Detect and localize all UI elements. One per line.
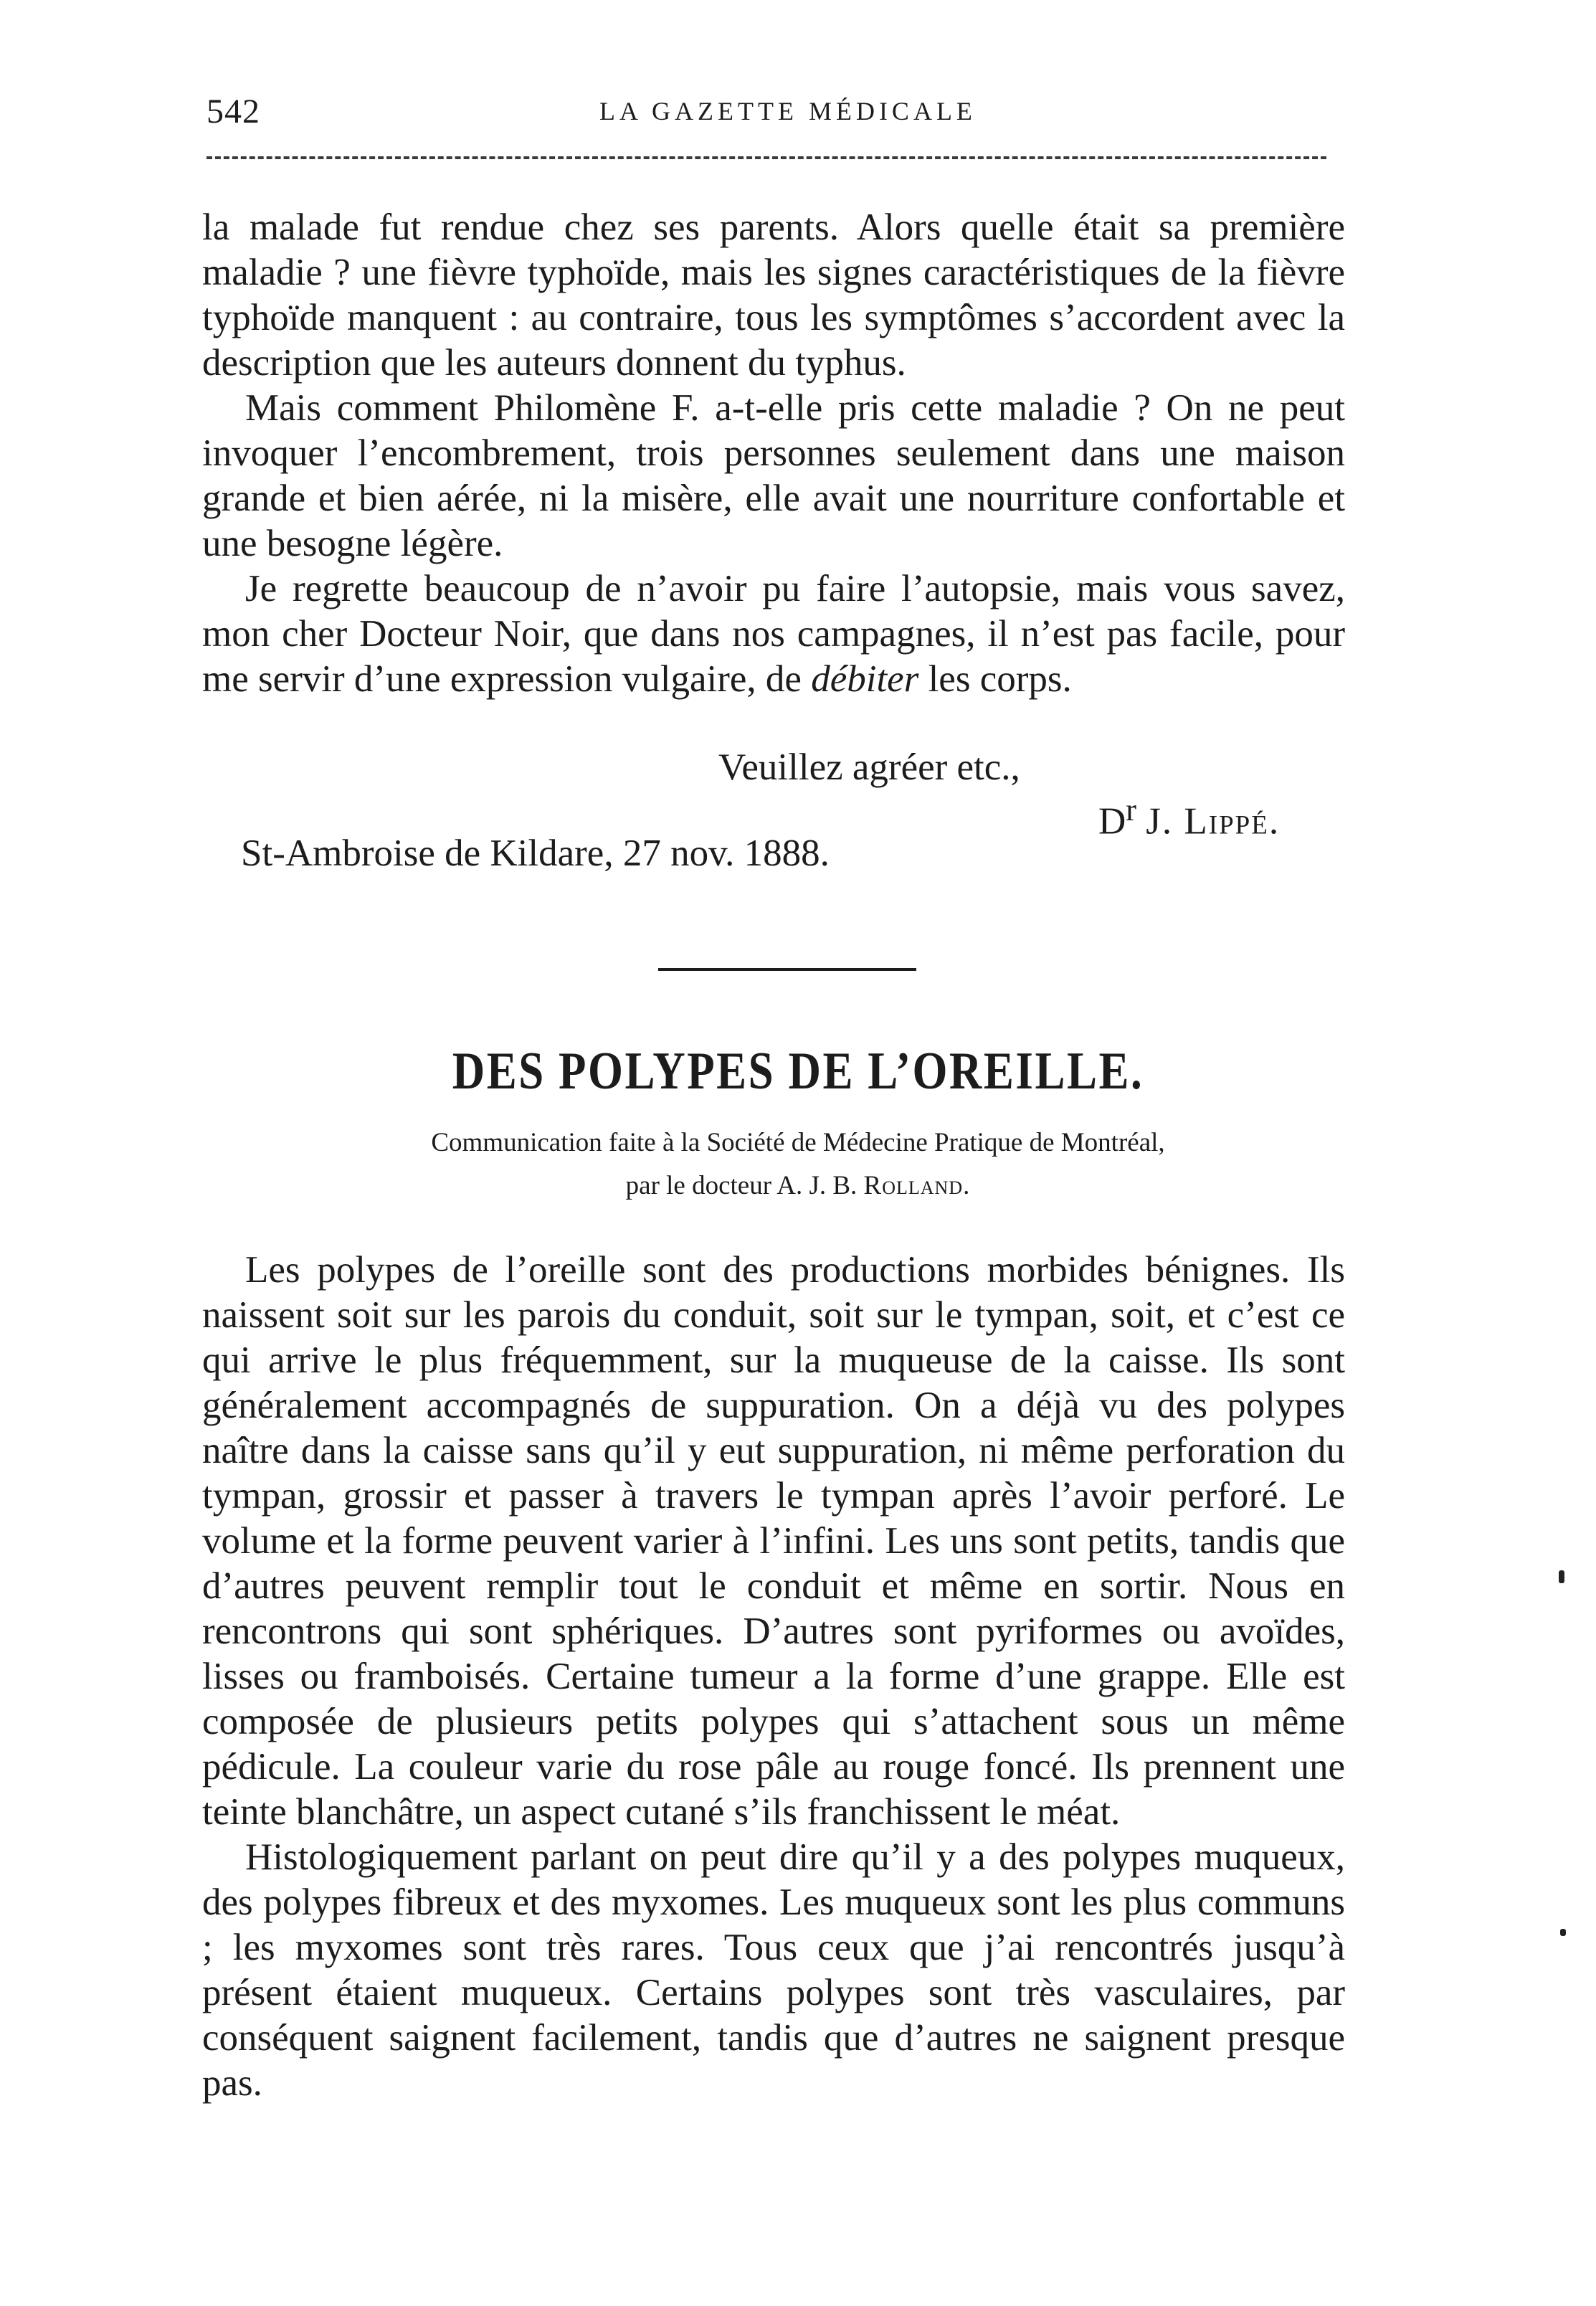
byline-author: Rolland. bbox=[863, 1171, 971, 1200]
article-paragraph: Histologiquement parlant on peut dire qu’il y a des polypes muqueux, des polypes fibreux et des myxomes. Les muqueux sont les plus communs ; les myxomes sont très rares. Tous ceux que j’ai rencontrés jusqu’à présent étaient muqueux. Certains polypes sont très vasculaires, par conséquent saignent facilement, tandis que d’autres ne saignent presque pas. bbox=[202, 1836, 1345, 2104]
letter-place-date: St-Ambroise de Kildare, 27 nov. 1888. bbox=[241, 832, 830, 874]
article-paragraph: Les polypes de l’oreille sont des productions morbides bénignes. Ils naissent soit sur les parois du conduit, soit sur le tympan, soit, et c’est ce qui arrive le plus fréquemment, sur la muqueuse de la caisse. Ils sont généralement accompagnés de suppuration. On a déjà vu des polypes naître dans la caisse sans qu’il y eut suppuration, ni même perforation du tympan, grossir et passer à travers le tympan après l’avoir perforé. Le volume et la forme peuvent varier à l’infini. Les uns sont petits, tandis que d’autres peuvent remplir tout le conduit et même en sortir. Nous en rencontrons qui sont sphériques. D’autres sont pyriformes ou avoïdes, lisses ou framboisés. Certaine tumeur a la forme d’une grappe. Elle est composée de plusieurs petits polypes qui s’attachent sous un même pédicule. La couleur varie du rose pâle au rouge foncé. Ils prennent une teinte blanchâtre, un aspect cutané s’ils franchissent le méat. bbox=[202, 1249, 1345, 1833]
letter-paragraph: la malade fut rendue chez ses parents. Alors quelle était sa première maladie ? une fièvre typhoïde, mais les signes caractéristiques de la fièvre typhoïde manquent : au contraire, tous les symptômes s’accordent avec la description que les auteurs donnent du typhus. bbox=[202, 207, 1345, 384]
article-subtitle: Communication faite à la Société de Médecine Pratique de Montréal, bbox=[431, 1128, 1165, 1157]
article-title: DES POLYPES DE L’OREILLE. bbox=[452, 1042, 1144, 1101]
letter-closing: Veuillez agréer etc., bbox=[718, 746, 1020, 788]
letter-text bbox=[202, 205, 1345, 702]
signature-name: J. Lippé. bbox=[1146, 800, 1281, 843]
signature-title-sup: r bbox=[1126, 792, 1136, 827]
scan-speck bbox=[1559, 1570, 1564, 1583]
section-separator bbox=[658, 968, 916, 971]
letter-signature bbox=[1098, 792, 1280, 843]
scan-speck bbox=[1560, 1929, 1566, 1936]
article-text bbox=[202, 1248, 1345, 2106]
byline-prefix: par le docteur A. J. B. bbox=[625, 1171, 864, 1200]
letter-paragraph: Mais comment Philomène F. a-t-elle pris cette maladie ? On ne peut invoquer l’encombrement, trois personnes seulement dans une maison grande et bien aérée, ni la misère, elle avait une nourriture confortable et une besogne légère. bbox=[202, 387, 1345, 564]
signature-title: D bbox=[1098, 800, 1126, 843]
letter-paragraph bbox=[202, 566, 1345, 702]
emphasis-word: débiter bbox=[811, 658, 919, 700]
letter-paragraph-text: Je regrette beaucoup de n’avoir pu faire l’autopsie, mais vous savez, mon cher Docteur Noir, que dans nos campagnes, il n’est pas facile, pour me servir d’une expression vulgaire, de bbox=[202, 568, 1345, 700]
page-number: 542 bbox=[206, 92, 260, 131]
running-head: LA GAZETTE MÉDICALE bbox=[599, 97, 977, 125]
letter-paragraph-text: les corps. bbox=[918, 658, 1072, 700]
header-rule bbox=[206, 156, 1326, 159]
article-byline bbox=[0, 1170, 1596, 1201]
